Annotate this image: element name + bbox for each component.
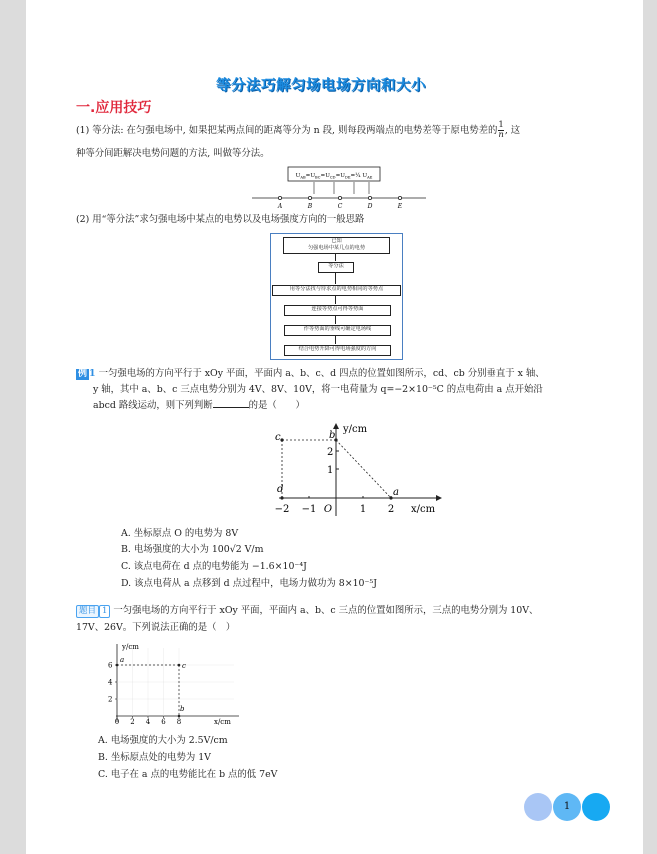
page-title: 等分法巧解匀场电场方向和大小 — [216, 78, 426, 94]
problem1-line2: 17V、26V。下列说法正确的是（ ） — [76, 622, 236, 633]
flow-arrow — [335, 295, 336, 304]
flow-arrow — [335, 335, 336, 344]
graph1-y-label: y/cm — [343, 424, 368, 435]
line-point-label: C — [337, 203, 343, 210]
page-bubble-left — [524, 793, 552, 821]
graph2-label-a: a — [120, 656, 125, 664]
left-margin — [0, 0, 26, 854]
graph1-label-a: a — [393, 487, 399, 498]
equal-division-figure — [244, 164, 434, 210]
problem1-option-c: C. 电子在 a 点的电势能比在 b 点的低 7eV — [98, 769, 278, 780]
line-point-label: D — [367, 203, 373, 210]
document-page — [26, 0, 643, 854]
graph2-y-tick-label: 4 — [108, 678, 113, 687]
graph2-y-tick-label: 6 — [108, 661, 113, 670]
graph1-label-d: d — [277, 484, 284, 495]
example1-option-a: A. 坐标原点 O 的电势为 8V — [121, 528, 239, 539]
item2-text: (2) 用“等分法”求匀强电场中某点的电势以及电场强度方向的一般思路 — [76, 214, 365, 225]
example-number: 1 — [89, 368, 96, 379]
answer-blank — [213, 407, 249, 408]
graph1-y-tick-label: 1 — [327, 465, 334, 476]
example1-text-3a: abcd 路线运动，则下列判断 — [93, 400, 213, 411]
item1-paragraph — [76, 121, 636, 140]
graph2-y-ticks — [108, 662, 117, 704]
graph1-x-tick-label: −1 — [301, 504, 317, 515]
item1-suffix: , 这 — [504, 125, 521, 136]
graph2-x-tick-label: 4 — [145, 718, 151, 726]
problem-number: 1 — [99, 605, 110, 618]
graph1-x-ticks — [275, 496, 395, 515]
graph2-label-b: b — [180, 705, 185, 713]
item1-prefix: (1) 等分法: 在匀强电场中, 如果把某两点间的距离等分为 n 段, 则每段两端点的电势差等于原电势差的 — [76, 125, 498, 136]
flow-step-3: 用等分法找与待求点的电势相同的等势点 — [272, 285, 401, 296]
line-point-c — [338, 196, 341, 199]
graph1-x-tick-label: 2 — [387, 504, 395, 515]
example1-option-d: D. 该点电荷从 a 点移到 d 点过程中，电场力做功为 8×10⁻⁵J — [121, 578, 377, 589]
line-point-label: A — [277, 203, 283, 210]
flow-step-5: 作等势面的垂线可确定电场线 — [284, 325, 391, 336]
graph-1 — [251, 420, 451, 520]
graph1-label-c: c — [275, 432, 281, 443]
frac-num: 1 — [498, 120, 504, 130]
right-margin — [643, 0, 657, 854]
section-title: 一.应用技巧 — [76, 100, 152, 116]
graph2-x-ticks — [115, 716, 181, 726]
graph2-y-label: y/cm — [122, 643, 139, 651]
graph2-x-tick-label: 2 — [130, 718, 135, 726]
formula-text: $U_{AB}=U_{BC}=U_{CD}=U_{DE}=\frac{1}{4}$ $U_{AE}$ — [295, 173, 373, 180]
page-number: 1 — [553, 793, 581, 821]
flow-arrow — [335, 315, 336, 324]
graph2-point-c — [178, 664, 181, 667]
line-points — [277, 182, 403, 210]
graph2-label-c: c — [182, 662, 186, 670]
flowchart — [270, 233, 403, 360]
example1-option-c: C. 该点电荷在 d 点的电势能为 −1.6×10⁻⁴J — [121, 561, 307, 572]
graph1-x-tick-label: −2 — [274, 504, 290, 515]
problem1-text-1: 一匀强电场的方向平行于 xOy 平面，平面内 a、b、c 三点的位置如图所示，三点的电势分别为 10V、 — [113, 605, 539, 616]
page-bubble-right — [582, 793, 610, 821]
line-point-b — [308, 196, 311, 199]
item1-line2: 种等分间距解决电势问题的方法, 叫做等分法。 — [76, 148, 270, 159]
fraction — [498, 121, 503, 140]
graph1-ba-line — [336, 440, 391, 498]
problem1-option-a: A. 电场强度的大小为 2.5V/cm — [98, 735, 228, 746]
flow-step-6: 结合电势升降可得电场强度的方向 — [284, 345, 391, 356]
example1-line3 — [93, 398, 305, 414]
graph2-grid — [117, 648, 234, 716]
flow-step-4: 连接等势点可得等势面 — [284, 305, 391, 316]
example1-option-b: B. 电场强度的大小为 100√2 V/m — [121, 544, 264, 555]
graph2-x-tick-label: 8 — [176, 718, 182, 726]
graph1-point-c — [280, 438, 283, 441]
example1-line2: y 轴，其中 a、b、c 三点电势分别为 4V、8V、10V，将一电荷量为 q=−2×10⁻⁵C 的点电荷由 a 点开始沿 — [93, 384, 543, 395]
example1-line1 — [76, 366, 646, 382]
line-point-a — [278, 196, 281, 199]
graph2-x-tick-label: 6 — [161, 718, 166, 726]
example1-text-1: 一匀强电场的方向平行于 xOy 平面，平面内 a、b、c、d 四点的位置如图所示，cd、cb 分别垂直于 x 轴、 — [98, 368, 545, 379]
graph2-y-tick-label: 2 — [108, 695, 113, 704]
graph2-x-label: x/cm — [214, 718, 231, 726]
graph1-y-ticks — [327, 447, 339, 476]
graph1-x-tick-label: O — [323, 504, 333, 515]
graph-2 — [104, 638, 244, 728]
frac-den: n — [498, 130, 504, 140]
example1-text-3b: 的是（ ） — [248, 400, 305, 411]
graph1-x-tick-label: 1 — [359, 504, 367, 515]
line-point-label: B — [307, 203, 313, 210]
line-point-label: E — [397, 203, 403, 210]
problem-tag: 题目 — [76, 605, 99, 618]
graph1-x-label: x/cm — [411, 504, 436, 515]
flow-step-1: 已知 匀强电场中某几点的电势 — [283, 237, 390, 254]
line-point-e — [398, 196, 401, 199]
problem1-line1 — [76, 603, 646, 619]
problem1-option-b: B. 坐标原点处的电势为 1V — [98, 752, 211, 763]
graph1-label-b: b — [329, 430, 336, 441]
graph2-x-tick-label: 0 — [114, 718, 120, 726]
flow-arrow — [335, 272, 336, 284]
example-tag: 例 — [78, 369, 88, 379]
flow-arrow — [335, 253, 336, 261]
graph1-y-tick-label: 2 — [327, 447, 334, 458]
flow-step-2: 等分法 — [318, 262, 354, 273]
line-point-d — [368, 196, 371, 199]
